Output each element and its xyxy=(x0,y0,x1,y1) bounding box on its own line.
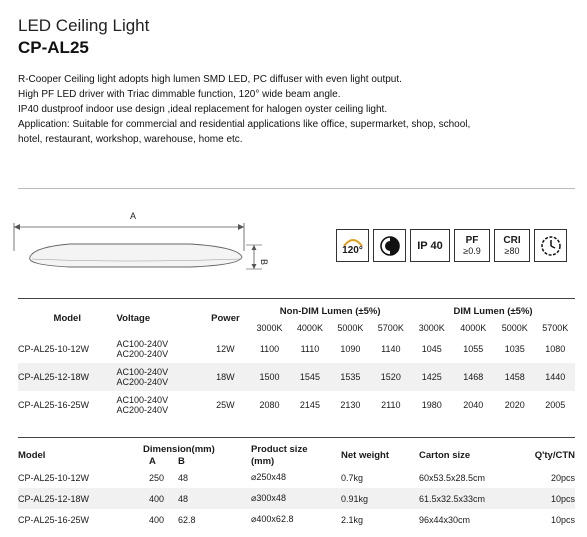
lumen-cell: 1425 xyxy=(421,372,442,382)
header-non-dim-lumen: Non-DIM Lumen (±5%) xyxy=(279,305,381,317)
product-description xyxy=(18,72,578,147)
lumen-cell: 1035 xyxy=(504,344,525,354)
product-title: LED Ceiling Light xyxy=(18,16,150,35)
row-dim-b: 62.8 xyxy=(178,514,196,525)
row-carton-size: 61.5x32.5x33cm xyxy=(419,493,486,504)
lumen-cell: 1090 xyxy=(340,344,361,354)
cri-value: ≥80 xyxy=(504,245,520,256)
row-power: 18W xyxy=(216,372,235,382)
lumen-cell: 2130 xyxy=(340,400,361,410)
row-dim-b: 48 xyxy=(178,472,189,483)
beam-angle-value: 120° xyxy=(342,244,363,256)
voltage-line: AC100-240V xyxy=(116,339,169,349)
cri-icon xyxy=(494,229,530,262)
cct-header: 3000K xyxy=(256,322,283,333)
description-line: IP40 dustproof indoor use design ,ideal replacement for halogen oyster ceiling light. xyxy=(18,104,388,115)
lumen-cell: 2080 xyxy=(259,400,280,410)
lumen-cell: 1080 xyxy=(545,344,566,354)
row-model: CP-AL25-16-25W xyxy=(18,400,90,410)
lumen-cell: 1458 xyxy=(504,372,525,382)
row-qty: 20pcs xyxy=(550,472,575,483)
header-dim-lumen: DIM Lumen (±5%) xyxy=(453,305,533,317)
row-net-weight: 2.1kg xyxy=(341,514,364,525)
section-divider xyxy=(18,188,575,189)
row-qty: 10pcs xyxy=(550,514,575,525)
header-dimension: Dimension(mm) xyxy=(143,443,215,455)
description-line: Application: Suitable for commercial and residential applications like office, supermarket, shop, school, xyxy=(18,119,471,130)
lumen-cell: 1140 xyxy=(381,344,401,354)
lumen-cell: 1520 xyxy=(380,372,401,382)
lifespan-clock-icon xyxy=(534,229,567,262)
row-product-size: ⌀300x48 xyxy=(251,493,286,503)
packaging-table xyxy=(18,443,575,530)
row-net-weight: 0.91kg xyxy=(341,493,369,504)
row-dim-a: 250 xyxy=(149,472,165,483)
lumen-cell: 1110 xyxy=(300,344,320,354)
row-model: CP-AL25-12-18W xyxy=(18,493,90,504)
pack-top-border xyxy=(18,437,575,438)
row-power: 12W xyxy=(216,344,235,354)
description-line: hotel, restaurant, workshop, warehouse, home etc. xyxy=(18,134,243,145)
row-model: CP-AL25-10-12W xyxy=(18,472,90,483)
voltage-line: AC200-240V xyxy=(116,349,169,359)
cct-header: 5000K xyxy=(337,322,364,333)
voltage-line: AC200-240V xyxy=(116,405,169,415)
header-model: Model xyxy=(18,449,46,461)
pf-value: ≥0.9 xyxy=(463,245,481,256)
row-voltage xyxy=(117,335,202,363)
lumen-cell: 1055 xyxy=(463,344,484,354)
lumen-cell: 2020 xyxy=(504,400,525,410)
table-row xyxy=(18,488,575,509)
header-power: Power xyxy=(211,313,240,324)
beam-angle-icon xyxy=(336,229,369,262)
cct-header: 4000K xyxy=(296,322,323,333)
row-net-weight: 0.7kg xyxy=(341,472,364,483)
voltage-line: AC100-240V xyxy=(116,367,169,377)
cct-header: 4000K xyxy=(460,322,487,333)
spec-top-border xyxy=(18,298,575,299)
cct-header: 5700K xyxy=(542,322,569,333)
row-carton-size: 96x44x30cm xyxy=(419,514,471,525)
feature-icons xyxy=(336,229,567,262)
lumen-cell: 1045 xyxy=(421,344,442,354)
header-net-weight: Net weight xyxy=(341,449,390,461)
cri-label: CRI xyxy=(503,234,521,246)
row-dim-a: 400 xyxy=(149,493,165,504)
product-model: CP-AL25 xyxy=(18,38,89,57)
dimension-label-a: A xyxy=(129,211,137,221)
table-row xyxy=(18,391,575,419)
row-model: CP-AL25-12-18W xyxy=(18,372,90,382)
row-qty: 10pcs xyxy=(550,493,575,504)
row-dim-a: 400 xyxy=(149,514,165,525)
cct-header: 5000K xyxy=(501,322,528,333)
description-line: High PF LED driver with Triac dimmable function, 120° wide beam angle. xyxy=(18,89,341,100)
row-voltage xyxy=(117,363,202,391)
dimension-label-b: B xyxy=(259,259,269,266)
row-carton-size: 60x53.5x28.5cm xyxy=(419,472,486,483)
voltage-line: AC200-240V xyxy=(116,377,169,387)
dimmable-icon xyxy=(373,229,406,262)
lumen-cell: 1545 xyxy=(299,372,320,382)
table-row xyxy=(18,335,575,363)
table-row xyxy=(18,509,575,530)
lumen-cell: 1100 xyxy=(259,344,280,354)
voltage-line: AC100-240V xyxy=(116,395,169,405)
row-model: CP-AL25-10-12W xyxy=(18,344,90,354)
pf-label: PF xyxy=(465,234,479,246)
header-product-size-unit: (mm) xyxy=(251,455,275,467)
ip-rating-icon: IP 40 xyxy=(410,229,450,262)
row-product-size: ⌀250x48 xyxy=(251,472,286,482)
header-dim-a: A xyxy=(149,455,156,467)
cct-header: 5700K xyxy=(377,322,404,333)
row-voltage xyxy=(117,391,202,419)
power-factor-icon xyxy=(454,229,490,262)
row-dim-b: 48 xyxy=(178,493,189,504)
lumen-cell: 1468 xyxy=(463,372,484,382)
header-voltage: Voltage xyxy=(116,313,151,324)
product-dimension-drawing xyxy=(10,207,270,287)
lumen-cell: 1535 xyxy=(340,372,361,382)
lumen-cell: 2145 xyxy=(299,400,320,410)
header-carton-size: Carton size xyxy=(419,449,471,461)
row-product-size: ⌀400x62.8 xyxy=(251,514,294,524)
lumen-cell: 1440 xyxy=(545,372,566,382)
lumen-spec-table xyxy=(18,302,575,419)
row-power: 25W xyxy=(216,400,235,410)
lumen-cell: 2110 xyxy=(381,400,401,410)
header-model: Model xyxy=(53,313,81,324)
lumen-cell: 2040 xyxy=(463,400,484,410)
cct-header: 3000K xyxy=(418,322,445,333)
lumen-cell: 1980 xyxy=(421,400,442,410)
table-row xyxy=(18,363,575,391)
table-row xyxy=(18,467,575,488)
description-line: R-Cooper Ceiling light adopts high lumen SMD LED, PC diffuser with even light output. xyxy=(18,74,402,85)
row-model: CP-AL25-16-25W xyxy=(18,514,90,525)
lumen-cell: 1500 xyxy=(259,372,280,382)
lumen-cell: 2005 xyxy=(545,400,566,410)
header-product-size: Product size xyxy=(251,443,308,455)
header-qty: Q'ty/CTN xyxy=(534,449,575,461)
header-dim-b: B xyxy=(178,455,185,467)
